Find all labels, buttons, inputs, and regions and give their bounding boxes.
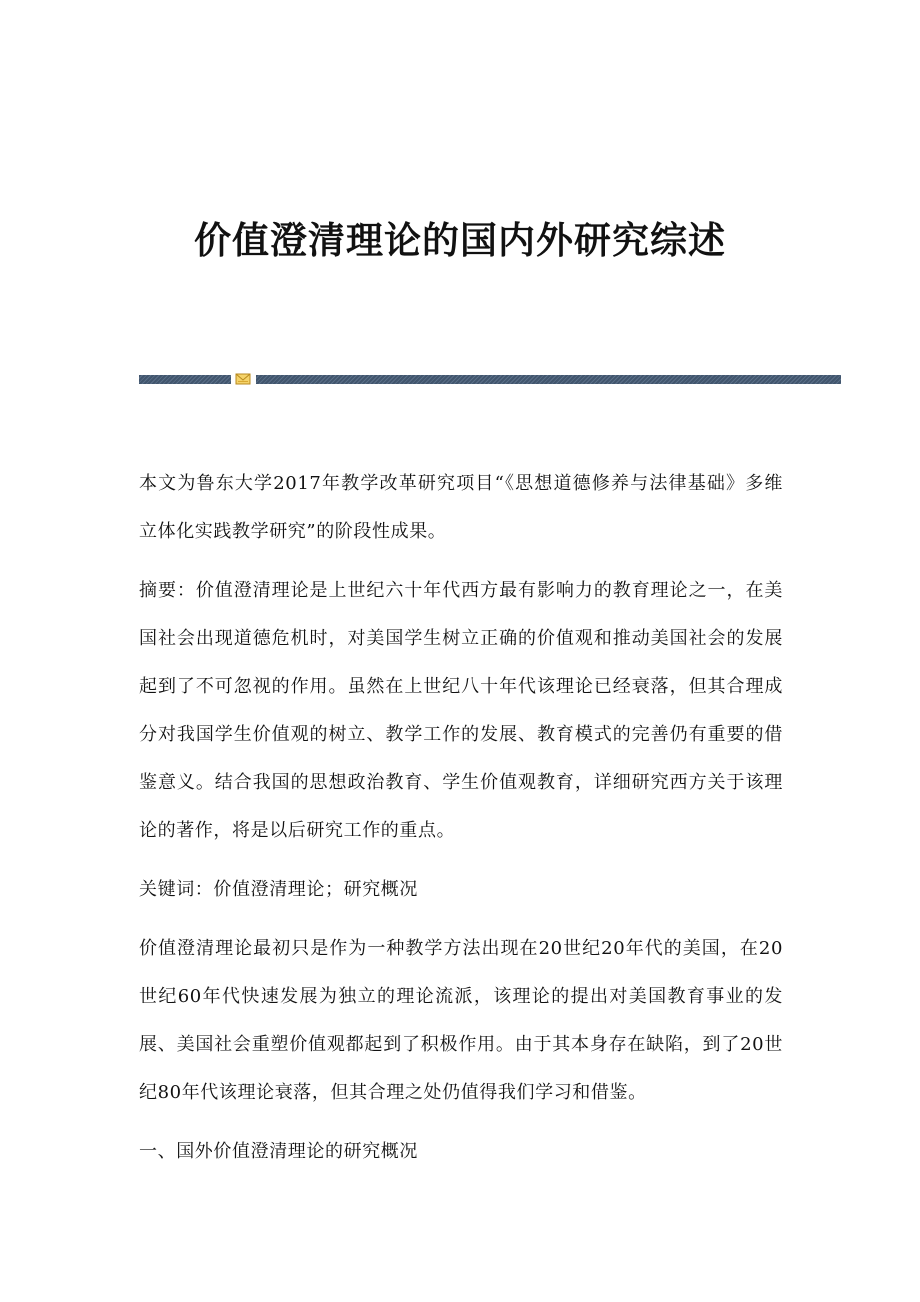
project-note: 本文为鲁东大学2017年教学改革研究项目“《思想道德修养与法律基础》多维立体化实践教学研究”的阶段性成果。: [139, 473, 783, 542]
section-heading: 一、国外价值澄清理论的研究概况: [139, 1141, 418, 1162]
title-divider: [139, 375, 841, 384]
document-body: [139, 460, 783, 1187]
envelope-icon: [235, 372, 251, 386]
intro-paragraph: 价值澄清理论最初只是作为一种教学方法出现在20世纪20年代的美国，在20世纪60年代快速发展为独立的理论流派，该理论的提出对美国教育事业的发展、美国社会重塑价值观都起到了积极作用。由于其本身存在缺陷，到了20世纪80年代该理论衰落，但其合理之处仍值得我们学习和借鉴。: [139, 938, 783, 1103]
abstract-paragraph: 摘要：价值澄清理论是上世纪六十年代西方最有影响力的教育理论之一，在美国社会出现道德危机时，对美国学生树立正确的价值观和推动美国社会的发展起到了不可忽视的作用。虽然在上世纪八十年代该理论已经衰落，但其合理成分对我国学生价值观的树立、教学工作的发展、教育模式的完善仍有重要的借鉴意义。结合我国的思想政治教育、学生价值观教育，详细研究西方关于该理论的著作，将是以后研究工作的重点。: [139, 580, 783, 841]
keywords-paragraph: 关键词：价值澄清理论；研究概况: [139, 879, 418, 900]
divider-bar-left: [139, 375, 231, 384]
divider-bar-right: [256, 375, 841, 384]
document-title: 价值澄清理论的国内外研究综述: [194, 218, 726, 262]
